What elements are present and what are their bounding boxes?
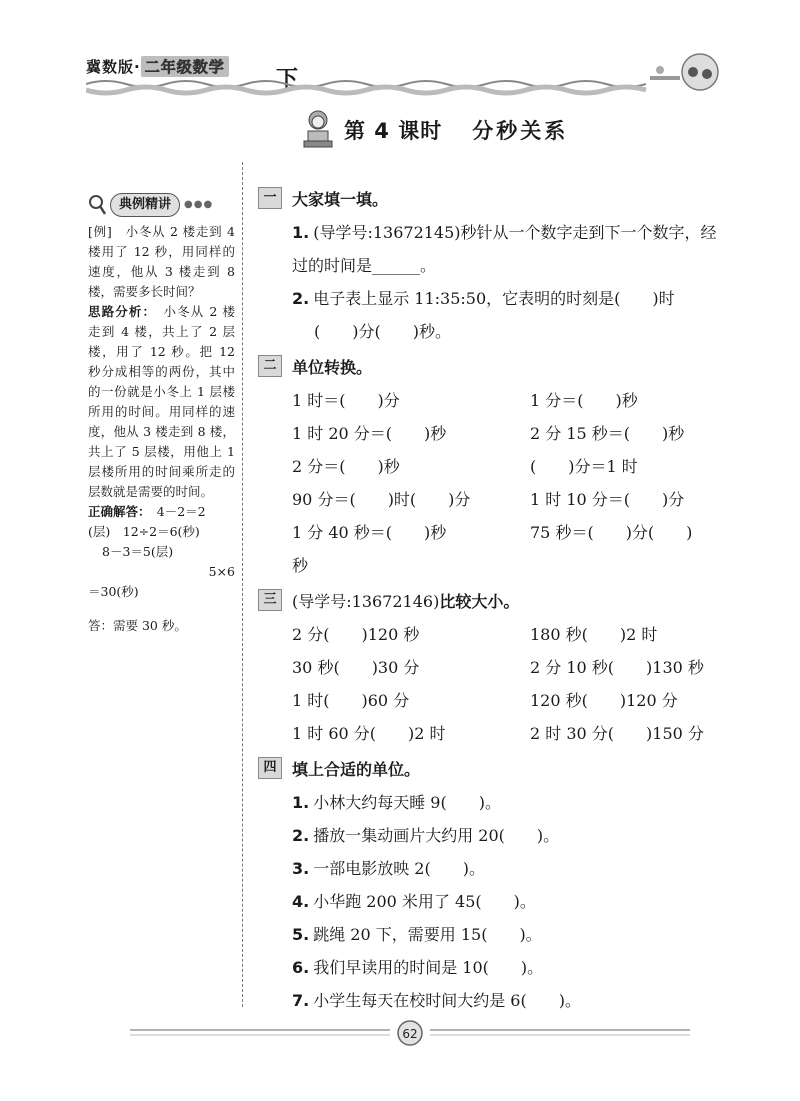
question-number: 2. xyxy=(292,826,310,845)
unit-question xyxy=(292,951,738,984)
question-text: 播放一集动画片大约用 20( )。 xyxy=(313,826,560,845)
solution-line-1: 4－2＝2 xyxy=(156,504,206,519)
analysis-label: 思路分析： xyxy=(88,304,150,319)
example-problem xyxy=(88,222,235,302)
solution-line-2: (层) 12÷2＝6(秒) xyxy=(88,524,200,539)
question-number: 2. xyxy=(292,289,310,308)
cartoon-kids-icon xyxy=(640,50,730,95)
compare-item: 120 秒( )120 分 xyxy=(530,691,678,710)
question-text: 小华跑 200 米用了 45( )。 xyxy=(313,892,536,911)
question-text: 跳绳 20 下，需要用 15( )。 xyxy=(313,925,542,944)
question-number: 7. xyxy=(292,991,310,1010)
header-wave-decoration xyxy=(86,78,726,100)
compare-grid xyxy=(292,618,738,750)
question-1-1 xyxy=(292,216,738,249)
header-edition xyxy=(86,56,229,77)
page-footer xyxy=(120,1018,700,1048)
section-3-prefix: (导学号:13672146) xyxy=(292,591,440,611)
compare-item: 180 秒( )2 时 xyxy=(530,625,658,644)
section-2-header xyxy=(258,348,738,384)
question-text: 小林大约每天睡 9( )。 xyxy=(313,793,501,812)
analysis xyxy=(88,302,235,502)
unit-question xyxy=(292,984,738,1017)
badge-dots: ●●● xyxy=(184,199,214,210)
unit-question xyxy=(292,819,738,852)
section-3-title: 比较大小。 xyxy=(439,591,520,611)
lesson-number: 第 4 课时 xyxy=(344,119,443,143)
section-4-tag: 四 xyxy=(258,757,282,779)
section-2-tag: 二 xyxy=(258,355,282,377)
conversion-item: 1 分＝( )秒 xyxy=(530,391,638,410)
conversion-item: 1 时 20 分＝( )秒 xyxy=(292,424,447,443)
answer-line: 答：需要 30 秒。 xyxy=(88,618,187,633)
conversion-grid xyxy=(292,384,738,582)
question-1-2 xyxy=(292,282,738,315)
badge-label: 典例精讲 xyxy=(110,193,180,217)
conversion-item: ( )分＝1 时 xyxy=(530,457,638,476)
grade-label: 二年级数学 xyxy=(141,56,229,77)
solution-line-5: ＝30(秒) xyxy=(88,584,139,599)
edition-label: 冀数版· xyxy=(86,58,141,76)
question-number: 1. xyxy=(292,793,310,812)
exercise-column xyxy=(258,180,738,1017)
question-number: 1. xyxy=(292,223,310,242)
solution-line-4: 5×6 xyxy=(208,564,235,579)
section-1-title: 大家填一填。 xyxy=(292,189,389,209)
section-3-header xyxy=(258,582,738,618)
column-divider xyxy=(242,162,243,1007)
question-number: 6. xyxy=(292,958,310,977)
example-badge xyxy=(88,190,235,220)
example-text: 小冬从 2 楼走到 4 楼用了 12 秒，用同样的速度，他从 3 楼走到 8 楼，需要多长时间？ xyxy=(88,224,235,299)
lesson-name: 分秒关系 xyxy=(472,119,569,143)
compare-item: 2 分 10 秒( )130 秒 xyxy=(530,658,704,677)
question-text: 小学生每天在校时间大约是 6( )。 xyxy=(313,991,581,1010)
volume-label: 下 xyxy=(276,67,299,92)
compare-item: 2 分( )120 秒 xyxy=(292,625,420,644)
question-text: 一部电影放映 2( )。 xyxy=(313,859,485,878)
section-1-header xyxy=(258,180,738,216)
question-text: 电子表上显示 11:35:50，它表明的时刻是( )时 xyxy=(313,289,675,308)
magnifier-icon xyxy=(88,194,106,216)
conversion-item: 1 时 10 分＝( )分 xyxy=(530,490,685,509)
conversion-item: 1 时＝( )分 xyxy=(292,391,400,410)
solution-label: 正确解答： xyxy=(88,504,145,519)
section-4-header xyxy=(258,750,738,786)
example-sidebar xyxy=(88,190,235,636)
unit-question xyxy=(292,918,738,951)
unit-question xyxy=(292,885,738,918)
question-number: 4. xyxy=(292,892,310,911)
section-2-title: 单位转换。 xyxy=(292,357,373,377)
question-text: (导学号:13672145)秒针从一个数字走到下一个数字，经 xyxy=(313,223,717,242)
question-1-1-cont: 过的时间是______。 xyxy=(292,256,437,275)
solution-line-3: 8－3＝5(层) xyxy=(102,544,174,559)
compare-item: 1 时( )60 分 xyxy=(292,691,410,710)
compare-item: 1 时 60 分( )2 时 xyxy=(292,724,446,743)
conversion-item: 90 分＝( )时( )分 xyxy=(292,490,471,509)
question-text: 我们早读用的时间是 10( )。 xyxy=(313,958,544,977)
example-label: [例] xyxy=(88,224,112,239)
section-3-tag: 三 xyxy=(258,589,282,611)
section-4-title: 填上合适的单位。 xyxy=(292,759,421,779)
analysis-text: 小冬从 2 楼走到 4 楼，共上了 2 层楼，用了 12 秒。把 12 秒分成相等的两份，其中的一份就是小冬上 1 层楼所用的时间。用同样的速度，他从 3 楼走到 8 楼，共上了 5 层楼，用他上 1 层楼所用的时间乘所走的层数就是需要的时间。 xyxy=(88,304,235,499)
page-number: 62 xyxy=(402,1027,418,1041)
compare-item: 2 时 30 分( )150 分 xyxy=(530,724,704,743)
conversion-item: 75 秒＝( )分( ) xyxy=(530,523,693,542)
conversion-item: 2 分 15 秒＝( )秒 xyxy=(530,424,685,443)
solution xyxy=(88,502,235,636)
conversion-item: 2 分＝( )秒 xyxy=(292,457,400,476)
compare-item: 30 秒( )30 分 xyxy=(292,658,420,677)
question-number: 5. xyxy=(292,925,310,944)
section-1-tag: 一 xyxy=(258,187,282,209)
student-reading-icon xyxy=(300,109,336,151)
conversion-item: 1 分 40 秒＝( )秒 xyxy=(292,523,447,542)
lesson-title xyxy=(300,108,568,152)
unit-question xyxy=(292,852,738,885)
question-1-2-cont: ( )分( )秒。 xyxy=(314,322,451,341)
conversion-item-cont: 秒 xyxy=(292,556,309,575)
unit-question xyxy=(292,786,738,819)
question-number: 3. xyxy=(292,859,310,878)
